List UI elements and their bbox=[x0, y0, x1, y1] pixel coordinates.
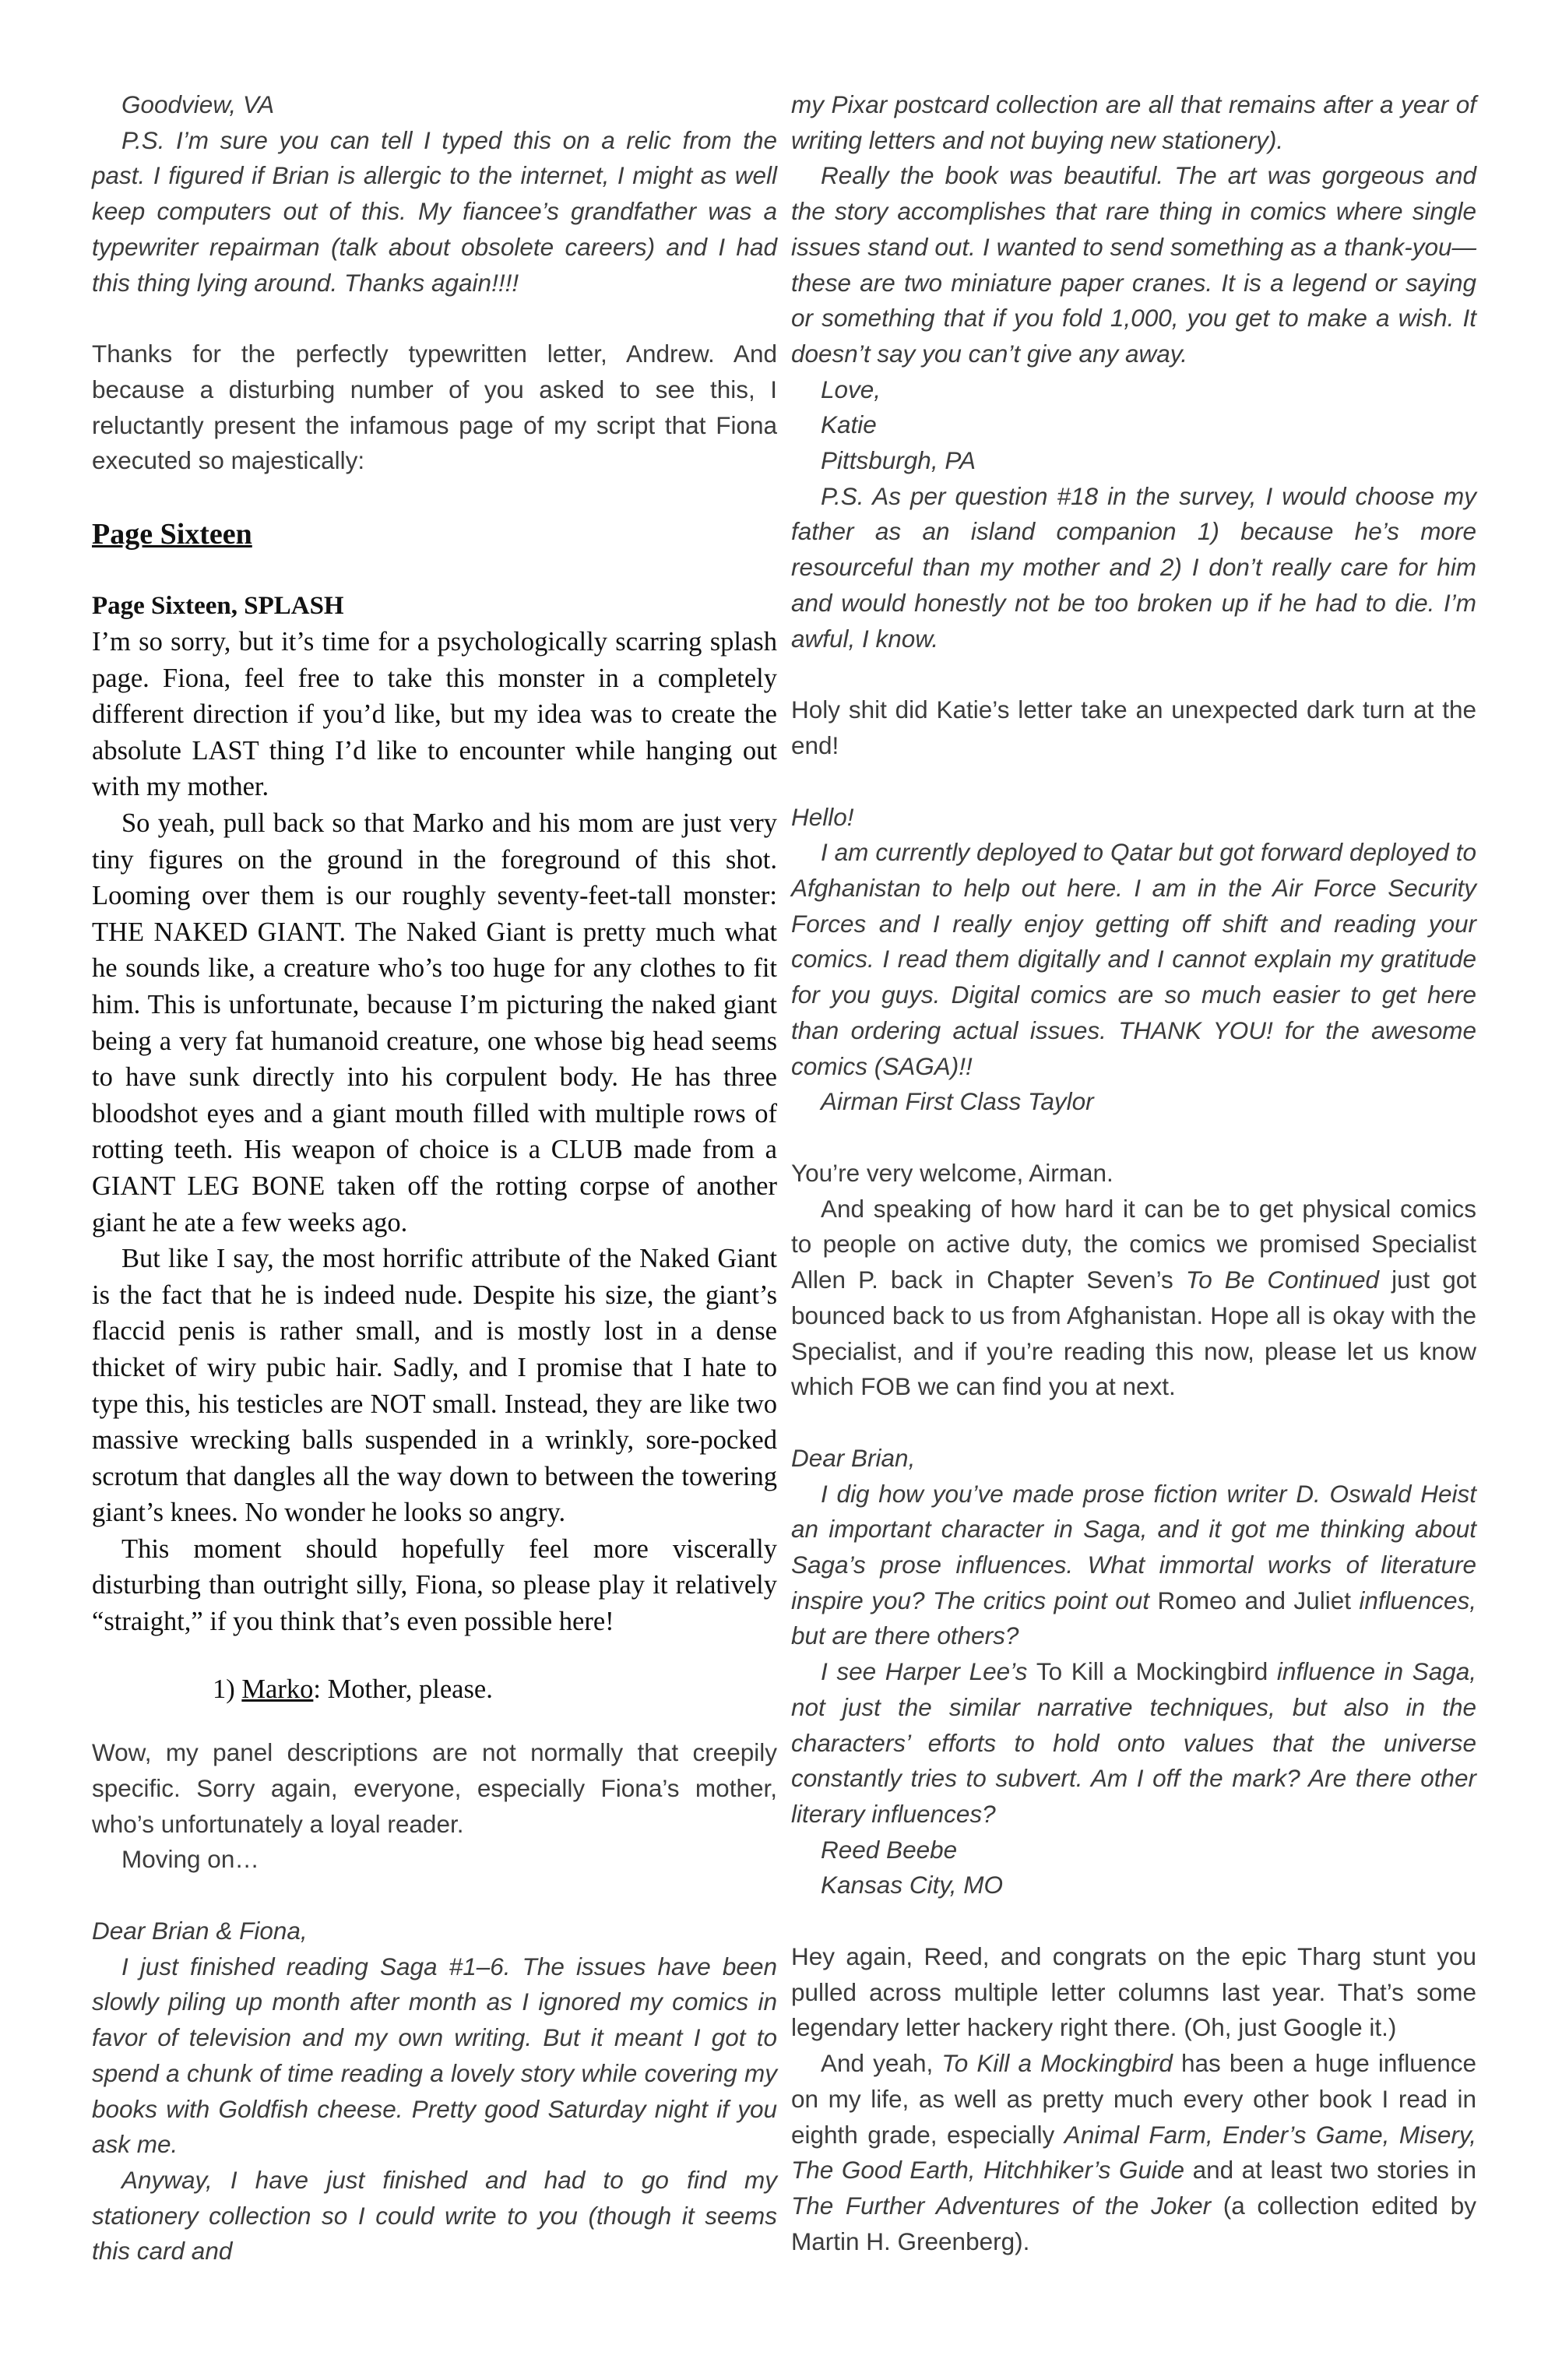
script-paragraph-2: So yeah, pull back so that Marko and his mom are just very tiny figures on the ground in the foreground of this shot. Looming over them is our roughly seventy-feet-tall monster: THE NAKED GIANT. The Naked Giant is pretty much what he sounds like, a creature who’s too huge for any clothes to fit him. This is unfortunate, because I’m picturing the naked giant being a very fat humanoid creature, one whose big head seems to have sunk directly into his corpulent body. He has three bloodshot eyes and a giant mouth filled with multiple rows of rotting teeth. His weapon of choice is a CLUB made from a GIANT LEG BONE taken off the rotting corpse of another giant he ate a few weeks ago. bbox=[92, 808, 777, 1238]
dialogue-speaker: Marko bbox=[241, 1674, 314, 1704]
left-column bbox=[92, 87, 777, 2269]
andrew-postscript: P.S. I’m sure you can tell I typed this on a relic from the past. I figured if Brian is allergic to the internet, I might as well keep computers out of this. My fiancee’s grandfather was a typewriter repairman (talk about obsolete careers) and I had this thing lying around. Thanks again!!!! bbox=[92, 125, 777, 297]
reply-wow: Wow, my panel descriptions are not normally that creepily specific. Sorry again, everyone, especially Fiona’s mother, who’s unfortunately a loyal reader. bbox=[92, 1738, 777, 1838]
katie-paragraph-1: I just finished reading Saga #1–6. The issues have been slowly piling up month after month as I ignored my comics in favor of television and my own writing. But it meant I got to spend a chunk of time reading a lovely story while covering my books with Goldfish cheese. Pretty good Saturday night if you ask me. bbox=[92, 1952, 777, 2159]
reed-name: Reed Beebe bbox=[821, 1835, 958, 1864]
reply-andrew: Thanks for the perfectly typewritten letter, Andrew. And because a disturbing number of you asked to see this, I reluctantly present the infamous page of my script that Fiona executed so majestically: bbox=[92, 340, 777, 475]
right-column bbox=[791, 87, 1476, 2259]
taylor-salutation: Hello! bbox=[791, 802, 854, 831]
reply-katie: Holy shit did Katie’s letter take an unexpected dark turn at the end! bbox=[791, 695, 1476, 759]
reply-reed: Hey again, Reed, and congrats on the epic Tharg stunt you pulled across multiple letter columns last year. That’s some legendary letter hackery right there. (Oh, just Google it.) bbox=[791, 1942, 1476, 2042]
letter-text: influences, but are there others? bbox=[791, 1586, 1476, 1650]
book-title: Romeo and Juliet bbox=[1157, 1586, 1351, 1614]
taylor-signature: Airman First Class Taylor bbox=[821, 1087, 1094, 1116]
book-title: To Kill a Mockingbird bbox=[941, 2049, 1173, 2078]
script-subtitle: Page Sixteen, SPLASH bbox=[92, 592, 344, 621]
reply-text: And speaking of how hard it can be to get physical comics to people on active duty, the comics we promised Specialist Allen P. back in Chapter Seven’s bbox=[791, 1194, 1476, 1294]
reply-influences bbox=[791, 2046, 1476, 2259]
katie-salutation: Dear Brian & Fiona, bbox=[92, 1917, 308, 1945]
letter-text: influence in Saga, not just the similar narrative techniques, but also in the characters’ efforts to hold onto values that the universe constantly tries to subvert. Am I off the mark? Are there other literary influences? bbox=[791, 1657, 1477, 1828]
reply-specialist bbox=[791, 1192, 1476, 1405]
letter-text: I see Harper Lee’s bbox=[821, 1657, 1036, 1686]
reply-text: just got bounced back to us from Afghanistan. Hope all is okay with the Specialist, and if you’re reading this now, please let us know which FOB we can find you at next. bbox=[791, 1266, 1477, 1401]
reply-text: (a collection edited by Martin H. Greenberg). bbox=[791, 2191, 1476, 2255]
reply-airman: You’re very welcome, Airman. bbox=[791, 1158, 1114, 1187]
reed-salutation: Dear Brian, bbox=[791, 1443, 916, 1472]
reply-text: has been a huge influence on my life, as well as pretty much every other book I read in eighth grade, especially bbox=[791, 2049, 1477, 2149]
reply-moving-on: Moving on… bbox=[121, 1845, 259, 1874]
script-paragraph-4: This moment should hopefully feel more viscerally disturbing than outright silly, Fiona, so please play it relatively “straight,” if you think that’s even possible here! bbox=[92, 1533, 777, 1637]
letter-text: I dig how you’ve made prose fiction writer D. Oswald Heist an important character in Saga, and it got me thinking about Saga’s prose influences. What immortal works of literature inspire you? The critics point out bbox=[791, 1479, 1476, 1614]
reed-city: Kansas City, MO bbox=[821, 1871, 1003, 1899]
dialogue-line: : Mother, please. bbox=[313, 1674, 493, 1704]
katie-love: Love, bbox=[821, 375, 881, 403]
katie-city: Pittsburgh, PA bbox=[821, 446, 976, 475]
katie-postscript: P.S. As per question #18 in the survey, I would choose my father as an island companion 1) because he’s more resourceful than my mother and 2) I don’t really care for him and would honestly not be too broken up if he had to die. I’m awful, I know. bbox=[791, 481, 1476, 653]
book-title: To Kill a Mockingbird bbox=[1036, 1657, 1268, 1686]
katie-paragraph-2: Anyway, I have just finished and had to go find my stationery collection so I could write to you (though it seems this card and bbox=[92, 2165, 777, 2266]
katie-paragraph-3: Really the book was beautiful. The art was gorgeous and the story accomplishes that rare thing in comics where single issues stand out. I wanted to send something as a thank-you—these are two miniature paper cranes. It is a legend or saying or something that if you fold 1,000, you get to make a wish. It doesn’t say you can’t give any away. bbox=[791, 161, 1476, 368]
book-title: The Further Adventures of the Joker bbox=[791, 2191, 1212, 2220]
book-title: Animal Farm, Ender’s Game, Misery, The Good Earth, Hitchhiker’s Guide bbox=[791, 2120, 1476, 2185]
katie-continuation: my Pixar postcard collection are all that remains after a year of writing letters and not buying new stationery). bbox=[791, 90, 1476, 154]
reed-paragraph-2 bbox=[791, 1654, 1476, 1833]
dialogue-number: 1) bbox=[213, 1674, 242, 1704]
reed-paragraph-1 bbox=[791, 1477, 1476, 1655]
script-paragraph-3: But like I say, the most horrific attribute of the Naked Giant is the fact that he is indeed nude. Despite his size, the giant’s flaccid penis is rather small, and is mostly lost in a dense thicket of wiry pubic hair. Sadly, and I promise that I hate to type this, his testicles are NOT small. Instead, they are like two massive wrecking balls suspended in a wrinkly, sore-pocked scrotum that dangles all the way down to between the towering giant’s knees. No wonder he looks so angry. bbox=[92, 1244, 777, 1528]
book-title: To Be Continued bbox=[1185, 1266, 1380, 1294]
taylor-paragraph: I am currently deployed to Qatar but got forward deployed to Afghanistan to help out here. I am in the Air Force Security Forces and I really enjoy getting off shift and reading your comics. I read them digitally and I cannot explain my gratitude for you guys. Digital comics are so much easier to get here than ordering actual issues. THANK YOU! for the awesome comics (SAGA)!! bbox=[791, 838, 1476, 1080]
script-title: Page Sixteen bbox=[92, 518, 252, 551]
script-paragraph-1: I’m so sorry, but it’s time for a psychologically scarring splash page. Fiona, feel free to take this monster in a completely different direction if you’d like, but my idea was to create the absolute LAST thing I’d like to encounter while hanging out with my mother. bbox=[92, 627, 777, 802]
script-dialogue bbox=[92, 1671, 777, 1708]
reply-text: and at least two stories in bbox=[1184, 2156, 1476, 2185]
reply-text: And yeah, bbox=[821, 2049, 942, 2078]
andrew-signature: Goodview, VA bbox=[121, 90, 275, 118]
katie-name: Katie bbox=[821, 410, 877, 439]
